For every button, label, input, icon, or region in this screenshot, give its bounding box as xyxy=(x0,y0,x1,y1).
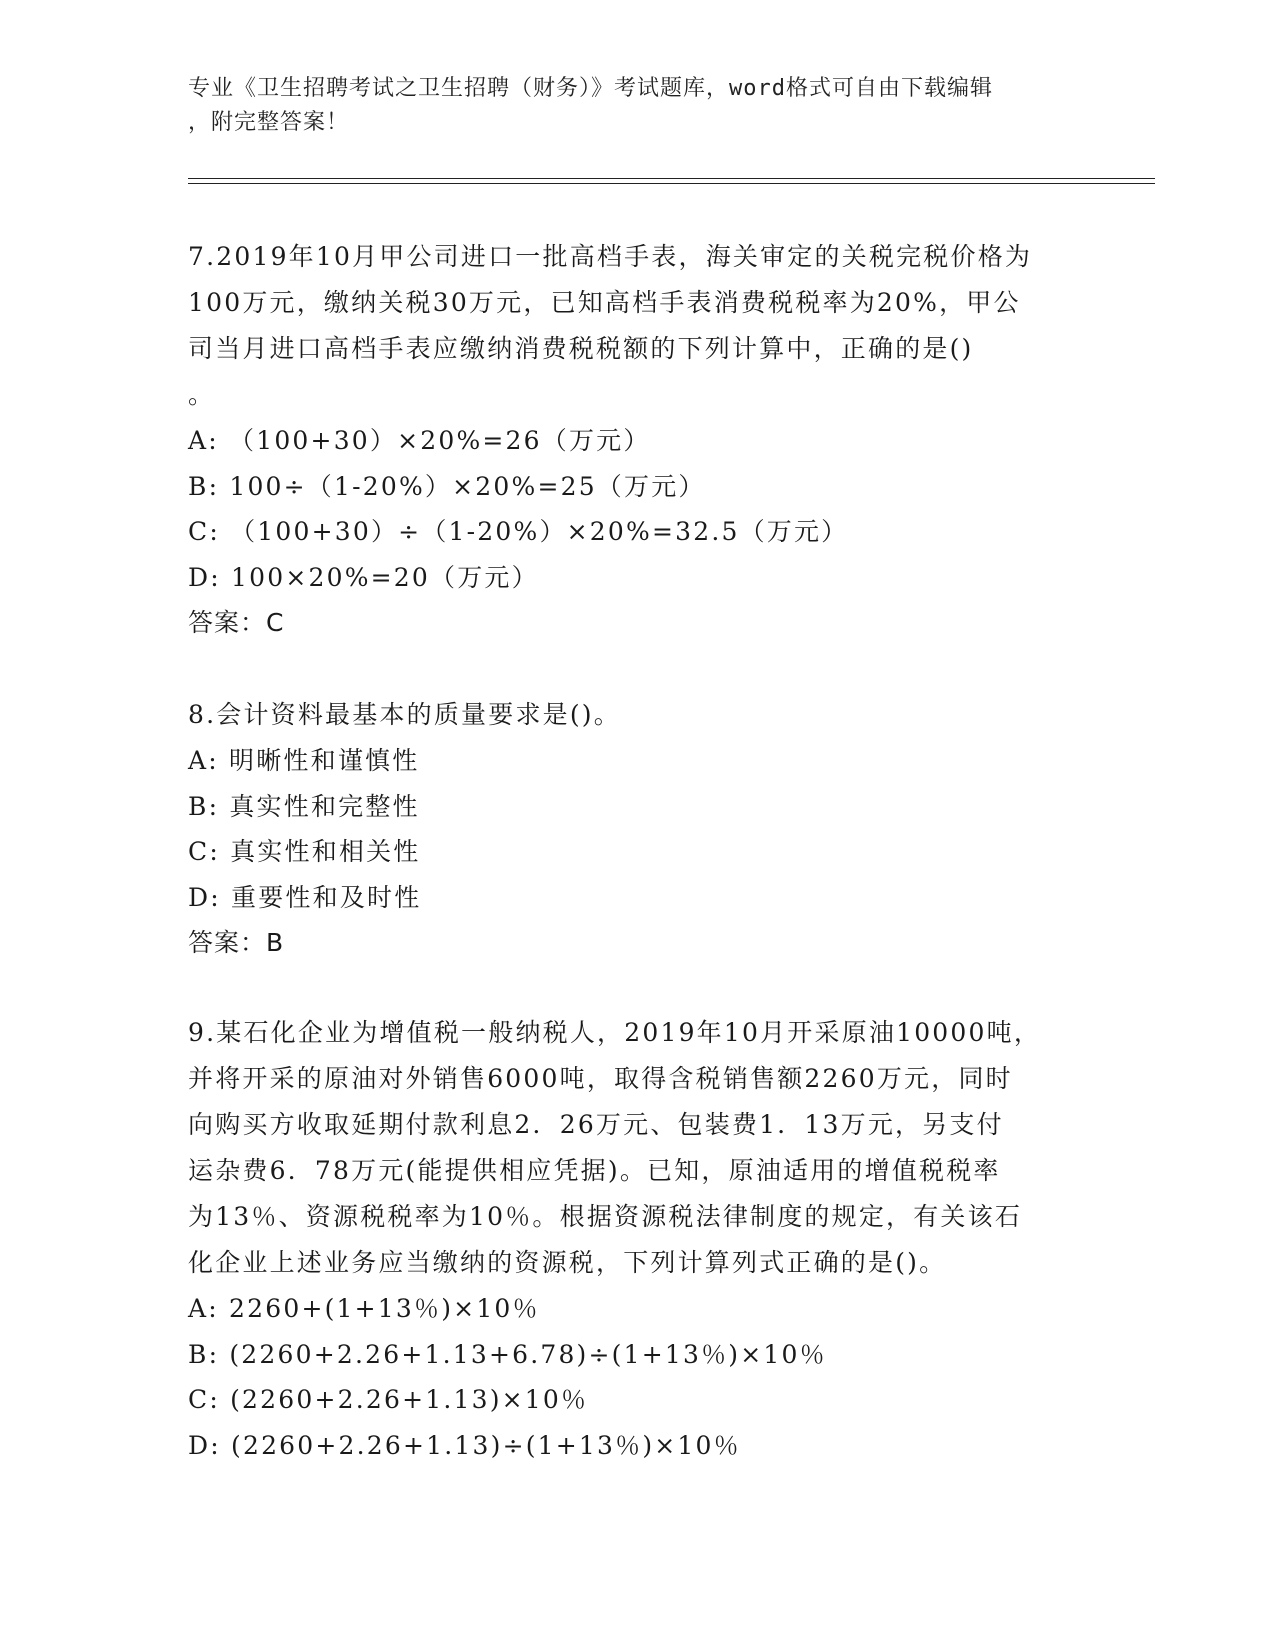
question-stem-line: 100万元，缴纳关税30万元，已知高档手表消费税税率为20%，甲公 xyxy=(188,288,1021,317)
option-b: B: (2260+2.26+1.13+6.78)÷(1+13％)×10％ xyxy=(188,1339,827,1369)
question-stem-line: 并将开采的原油对外销售6000吨，取得含税销售额2260万元，同时 xyxy=(188,1064,1013,1093)
answer: 答案：C xyxy=(188,608,285,637)
document-header xyxy=(188,72,1088,140)
question-9 xyxy=(188,1010,1088,1468)
answer: 答案：B xyxy=(188,928,285,957)
option-d: D: (2260+2.26+1.13)÷(1+13％)×10％ xyxy=(188,1430,741,1460)
question-stem-line: 向购买方收取延期付款利息2．26万元、包装费1．13万元，另支付 xyxy=(188,1110,1004,1139)
header-rule-bottom xyxy=(188,183,1155,184)
question-stem-line: 9.某石化企业为增值税一般纳税人，2019年10月开采原油10000吨， xyxy=(188,1018,1042,1047)
option-a: A: 2260+(1+13％)×10％ xyxy=(188,1294,540,1323)
option-c: C: 真实性和相关性 xyxy=(188,837,421,866)
option-d: D: 100×20%=20（万元） xyxy=(188,562,539,592)
option-b: B: 真实性和完整性 xyxy=(188,791,420,821)
header-line-2: ，附完整答案！ xyxy=(188,110,350,135)
option-c: C: （100+30）÷（1-20%）×20%=32.5（万元） xyxy=(188,517,849,546)
option-a: A: （100+30）×20%=26（万元） xyxy=(188,426,651,455)
question-stem-line: 7.2019年10月甲公司进口一批高档手表，海关审定的关税完税价格为 xyxy=(188,242,1033,271)
question-stem-line: 。 xyxy=(188,380,216,409)
question-8 xyxy=(188,692,1088,966)
header-rule-top xyxy=(188,178,1155,179)
header-line-1: 专业《卫生招聘考试之卫生招聘（财务）》考试题库，word格式可自由下载编辑 xyxy=(188,76,993,101)
question-stem-line: 司当月进口高档手表应缴纳消费税税额的下列计算中，正确的是() xyxy=(188,334,974,363)
question-stem-line: 化企业上述业务应当缴纳的资源税，下列计算列式正确的是()。 xyxy=(188,1248,947,1277)
question-stem-line: 8.会计资料最基本的质量要求是()。 xyxy=(188,700,621,729)
question-stem-line: 运杂费6．78万元(能提供相应凭据)。已知，原油适用的增值税税率 xyxy=(188,1156,1001,1185)
question-7 xyxy=(188,234,1088,646)
option-d: D: 重要性和及时性 xyxy=(188,882,422,912)
question-stem-line: 为13％、资源税税率为10％。根据资源税法律制度的规定，有关该石 xyxy=(188,1202,1023,1231)
option-b: B: 100÷（1-20%）×20%=25（万元） xyxy=(188,471,706,501)
option-a: A: 明晰性和谨慎性 xyxy=(188,746,420,775)
option-c: C: (2260+2.26+1.13)×10％ xyxy=(188,1385,589,1414)
